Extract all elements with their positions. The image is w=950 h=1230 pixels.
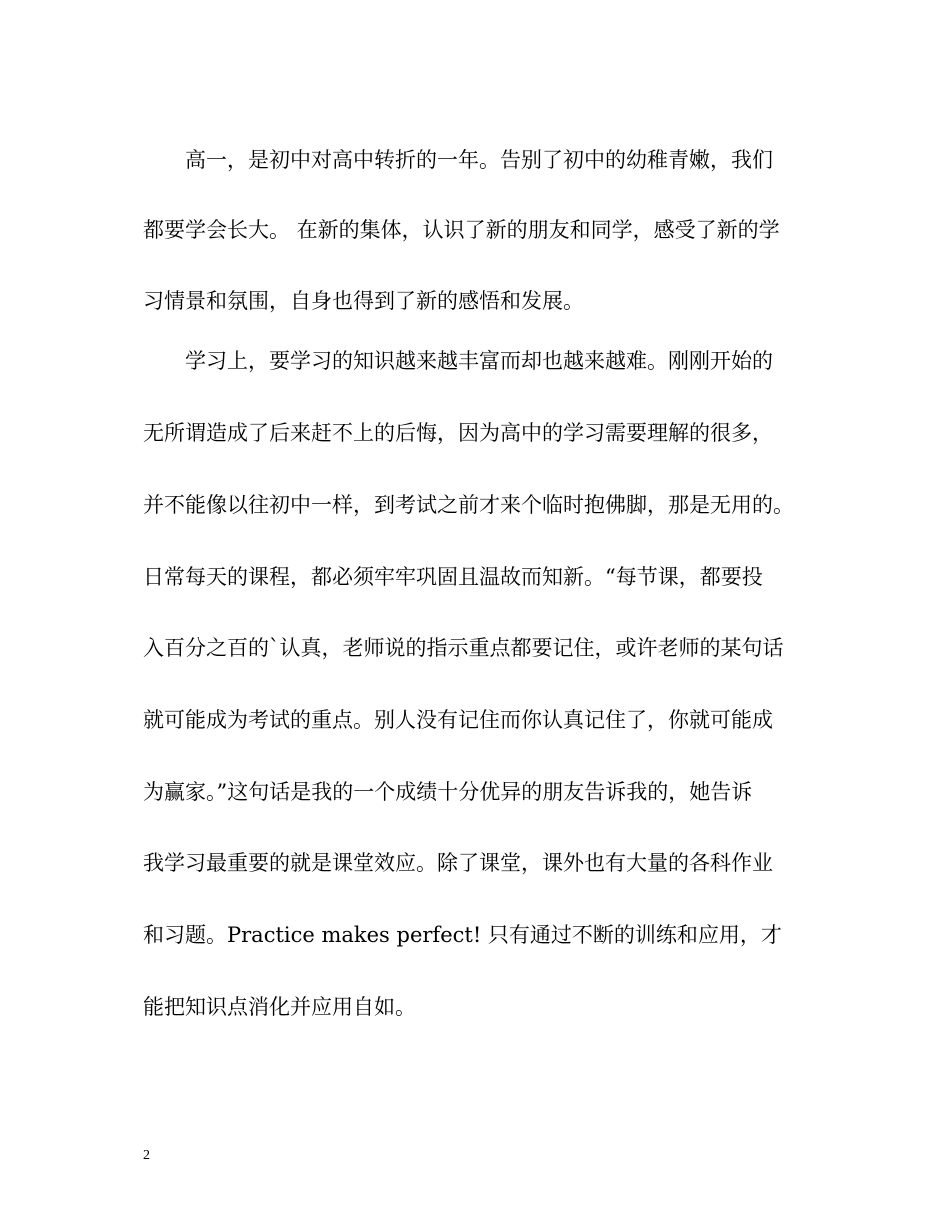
paragraph-1-line-1: 高一，是初中对高中转折的一年。告别了初中的幼稚青嫩，我们 — [185, 148, 773, 172]
paragraph-2-line-7: 为赢家。”这句话是我的一个成绩十分优异的朋友告诉我的，她告诉 — [143, 780, 753, 804]
paragraph-1-line-2: 都要学会长大。 在新的集体，认识了新的朋友和同学，感受了新的学 — [143, 218, 780, 242]
paragraph-2-line-9: 和习题。Practice makes perfect! 只有通过不断的训练和应用，才 — [143, 923, 782, 947]
paragraph-2-line-5: 入百分之百的`认真，老师说的指示重点都要记住，或许老师的某句话 — [143, 636, 784, 660]
paragraph-2-line-2: 无所谓造成了后来赶不上的后悔，因为高中的学习需要理解的很多， — [143, 421, 773, 445]
paragraph-2-line-8: 我学习最重要的就是课堂效应。除了课堂，课外也有大量的各科作业 — [143, 851, 773, 875]
paragraph-2-line-3: 并不能像以往初中一样，到考试之前才来个临时抱佛脚，那是无用的。 — [143, 493, 794, 517]
paragraph-2-line-1: 学习上，要学习的知识越来越丰富而却也越来越难。刚刚开始的 — [185, 349, 773, 373]
paragraph-1-line-3: 习情景和氛围，自身也得到了新的感悟和发展。 — [143, 289, 584, 313]
paragraph-2-line-10: 能把知识点消化并应用自如。 — [143, 995, 416, 1019]
paragraph-2-line-4: 日常每天的课程，都必须牢牢巩固且温故而知新。“每节课，都要投 — [143, 565, 763, 589]
paragraph-2-line-6: 就可能成为考试的重点。别人没有记住而你认真记住了，你就可能成 — [143, 708, 773, 732]
page-number: 2 — [143, 1148, 150, 1163]
